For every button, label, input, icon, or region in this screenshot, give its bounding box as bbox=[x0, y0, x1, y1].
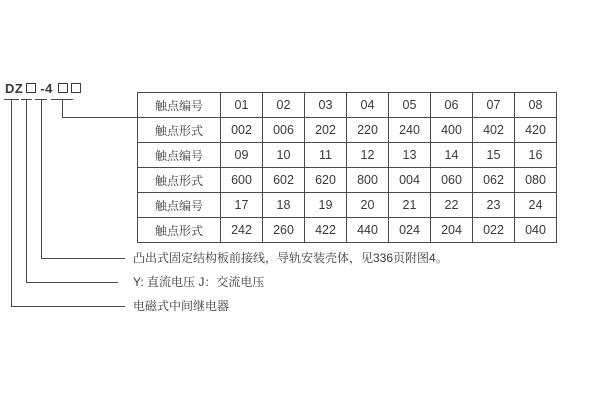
table-cell: 06 bbox=[431, 93, 473, 118]
table-cell: 204 bbox=[431, 218, 473, 243]
table-row bbox=[138, 193, 557, 218]
row-label: 触点编号 bbox=[138, 193, 221, 218]
table-cell: 17 bbox=[221, 193, 263, 218]
table-cell: 15 bbox=[473, 143, 515, 168]
leader-horizontal-relay bbox=[11, 306, 125, 307]
table-cell: 08 bbox=[515, 93, 557, 118]
table-cell: 040 bbox=[515, 218, 557, 243]
table-cell: 004 bbox=[389, 168, 431, 193]
table-cell: 620 bbox=[305, 168, 347, 193]
table-row bbox=[138, 168, 557, 193]
table-cell: 24 bbox=[515, 193, 557, 218]
table-cell: 602 bbox=[263, 168, 305, 193]
table-cell: 10 bbox=[263, 143, 305, 168]
table-cell: 220 bbox=[347, 118, 389, 143]
table-cell: 05 bbox=[389, 93, 431, 118]
row-label: 触点编号 bbox=[138, 143, 221, 168]
model-code-middle: -4 bbox=[40, 80, 53, 96]
leader-horizontal-table bbox=[62, 117, 137, 118]
row-label: 触点形式 bbox=[138, 218, 221, 243]
table-cell: 18 bbox=[263, 193, 305, 218]
legend-mounting: 凸出式固定结构板前接线，导轨安装壳体，见336页附图4。 bbox=[133, 251, 448, 265]
leader-vertical-table bbox=[62, 99, 63, 117]
table-cell: 080 bbox=[515, 168, 557, 193]
table-cell: 07 bbox=[473, 93, 515, 118]
leader-vertical-contact bbox=[41, 99, 42, 258]
table-cell: 03 bbox=[305, 93, 347, 118]
table-cell: 402 bbox=[473, 118, 515, 143]
table-cell: 23 bbox=[473, 193, 515, 218]
leader-vertical-voltage bbox=[26, 99, 27, 282]
table-cell: 006 bbox=[263, 118, 305, 143]
table-cell: 800 bbox=[347, 168, 389, 193]
table-cell: 202 bbox=[305, 118, 347, 143]
model-code bbox=[5, 80, 81, 96]
placeholder-box-icon bbox=[58, 83, 68, 93]
table-cell: 09 bbox=[221, 143, 263, 168]
table-cell: 02 bbox=[263, 93, 305, 118]
table-row bbox=[138, 143, 557, 168]
table-cell: 19 bbox=[305, 193, 347, 218]
row-label: 触点形式 bbox=[138, 168, 221, 193]
table-row bbox=[138, 218, 557, 243]
table-cell: 600 bbox=[221, 168, 263, 193]
table-cell: 20 bbox=[347, 193, 389, 218]
table-cell: 21 bbox=[389, 193, 431, 218]
table-cell: 22 bbox=[431, 193, 473, 218]
row-label: 触点编号 bbox=[138, 93, 221, 118]
table-cell: 440 bbox=[347, 218, 389, 243]
table-cell: 01 bbox=[221, 93, 263, 118]
table-cell: 422 bbox=[305, 218, 347, 243]
table-cell: 062 bbox=[473, 168, 515, 193]
model-code-prefix: DZ bbox=[5, 80, 24, 96]
table-cell: 14 bbox=[431, 143, 473, 168]
table-cell: 240 bbox=[389, 118, 431, 143]
placeholder-box-icon bbox=[71, 83, 81, 93]
table-cell: 060 bbox=[431, 168, 473, 193]
contact-table-body bbox=[138, 93, 557, 243]
table-cell: 260 bbox=[263, 218, 305, 243]
contact-table bbox=[137, 92, 557, 243]
table-row bbox=[138, 93, 557, 118]
table-cell: 04 bbox=[347, 93, 389, 118]
table-row bbox=[138, 118, 557, 143]
legend-voltage-type: Y: 直流电压 J：交流电压 bbox=[133, 275, 265, 289]
placeholder-box-icon bbox=[26, 83, 36, 93]
leader-horizontal-voltage bbox=[26, 282, 118, 283]
leader-vertical-relay bbox=[11, 99, 12, 306]
table-cell: 002 bbox=[221, 118, 263, 143]
table-cell: 400 bbox=[431, 118, 473, 143]
table-cell: 12 bbox=[347, 143, 389, 168]
leader-horizontal-contact bbox=[41, 258, 125, 259]
table-cell: 242 bbox=[221, 218, 263, 243]
table-cell: 11 bbox=[305, 143, 347, 168]
legend-relay-type: 电磁式中间继电器 bbox=[133, 299, 230, 313]
table-cell: 16 bbox=[515, 143, 557, 168]
table-cell: 13 bbox=[389, 143, 431, 168]
table-cell: 024 bbox=[389, 218, 431, 243]
table-cell: 420 bbox=[515, 118, 557, 143]
row-label: 触点形式 bbox=[138, 118, 221, 143]
table-cell: 022 bbox=[473, 218, 515, 243]
